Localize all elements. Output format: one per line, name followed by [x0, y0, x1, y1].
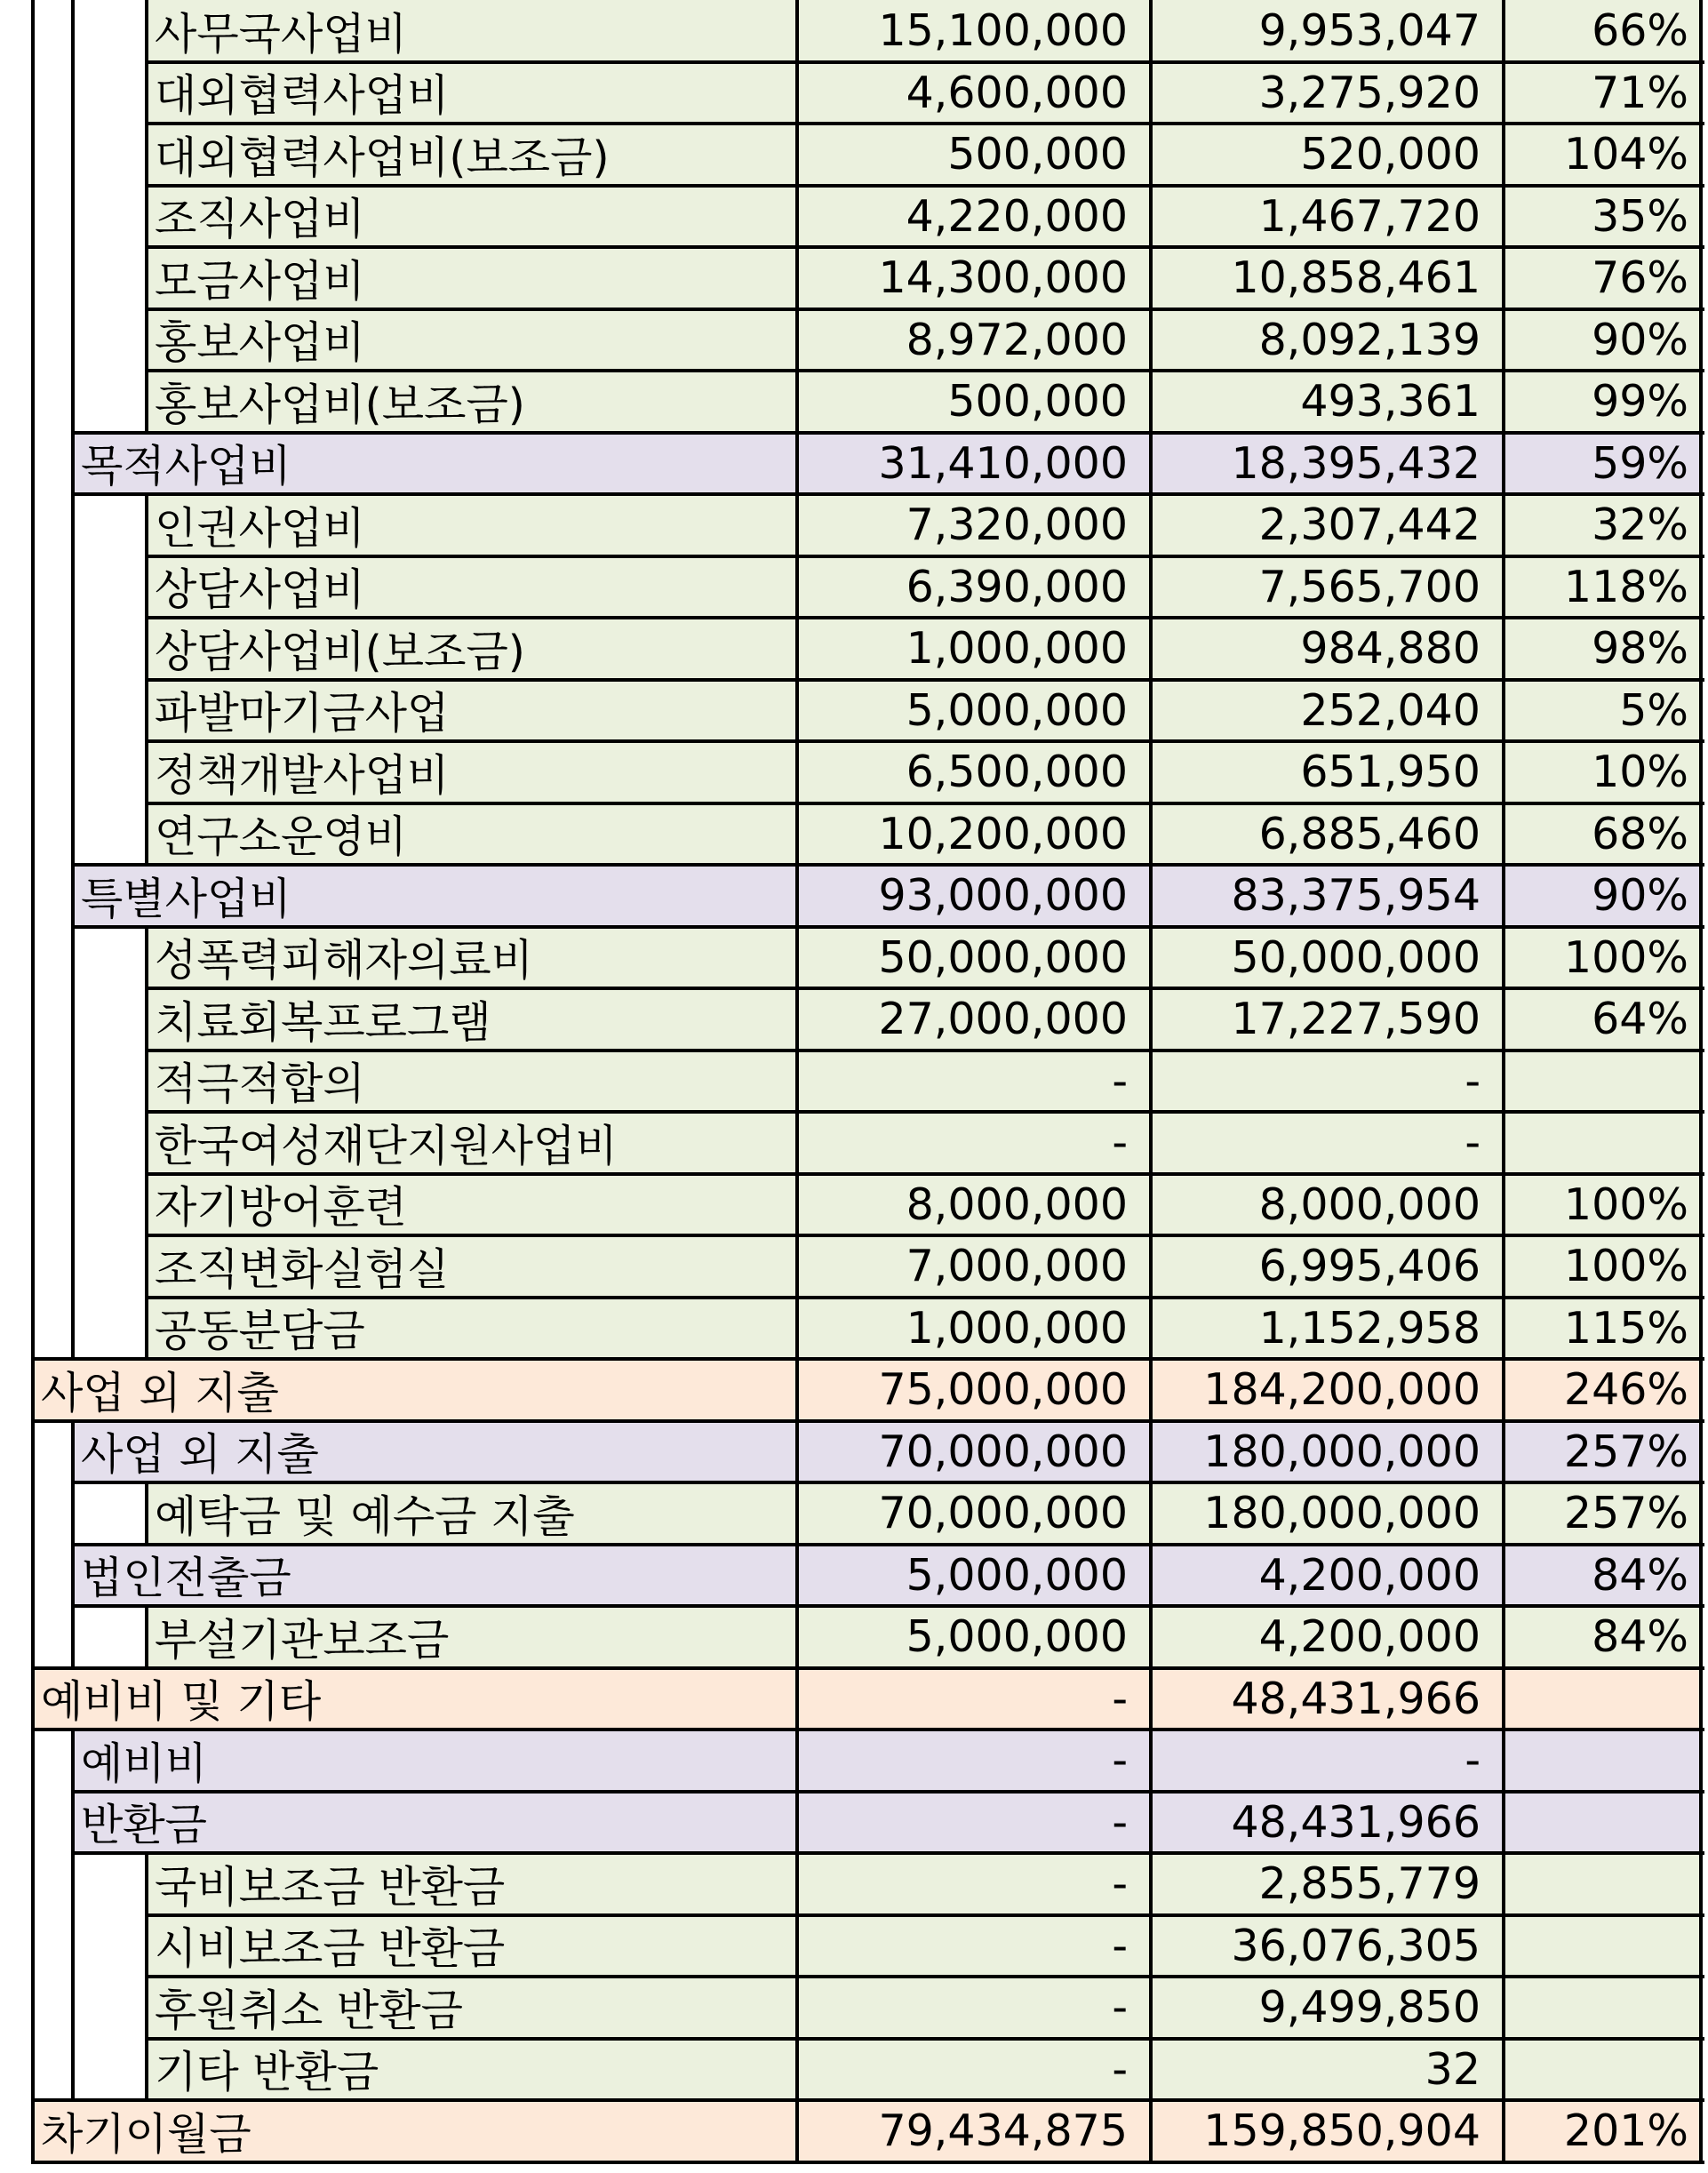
- account-label: 예비비: [73, 1730, 797, 1792]
- grid-line: [73, 492, 1704, 496]
- execution-rate: [1504, 1051, 1701, 1113]
- actual-amount: 83,375,954: [1151, 865, 1504, 927]
- account-label: 인권사업비: [147, 494, 797, 556]
- actual-amount: 184,200,000: [1151, 1359, 1504, 1421]
- actual-amount: 520,000: [1151, 124, 1504, 186]
- grid-line: [71, 247, 75, 311]
- budget-amount: 70,000,000: [797, 1421, 1151, 1483]
- execution-rate: 100%: [1504, 1235, 1701, 1298]
- actual-amount: 1,152,958: [1151, 1298, 1504, 1360]
- actual-amount: 180,000,000: [1151, 1421, 1504, 1483]
- budget-amount: -: [797, 1977, 1151, 2039]
- actual-amount: 493,361: [1151, 371, 1504, 433]
- grid-line: [145, 1174, 148, 1238]
- grid-line: [147, 1049, 1704, 1052]
- execution-rate: 201%: [1504, 2100, 1701, 2162]
- account-label: 상담사업비: [147, 556, 797, 619]
- grid-line: [71, 556, 75, 620]
- grid-line: [71, 927, 75, 991]
- budget-amount: -: [797, 1792, 1151, 1854]
- account-label: 상담사업비(보조금): [147, 618, 797, 680]
- execution-rate: [1504, 1977, 1701, 2039]
- grid-line: [33, 2098, 1704, 2102]
- account-label: 치료회복프로그램: [147, 988, 797, 1051]
- grid-line: [147, 122, 1704, 125]
- grid-line: [73, 925, 1704, 929]
- grid-line: [147, 245, 1704, 249]
- grid-line: [73, 1543, 1704, 1546]
- execution-rate: [1504, 1112, 1701, 1174]
- grid-line: [71, 2039, 75, 2103]
- execution-rate: 84%: [1504, 1545, 1701, 1607]
- account-label: 연구소운영비: [147, 803, 797, 866]
- grid-line: [71, 1112, 75, 1176]
- account-label: 사무국사업비: [147, 0, 797, 62]
- actual-amount: 48,431,966: [1151, 1792, 1504, 1854]
- grid-line: [73, 1481, 1704, 1484]
- grid-line: [795, 0, 799, 2164]
- account-label: 자기방어훈련: [147, 1174, 797, 1236]
- grid-line: [71, 618, 75, 682]
- budget-amount: 14,300,000: [797, 247, 1151, 309]
- grid-line: [147, 1975, 1704, 1978]
- execution-rate: 100%: [1504, 1174, 1701, 1236]
- actual-amount: 3,275,920: [1151, 62, 1504, 124]
- grid-line: [147, 802, 1704, 805]
- budget-amount: -: [797, 1730, 1151, 1792]
- account-label: 시비보조금 반환금: [147, 1915, 797, 1977]
- grid-line: [145, 618, 148, 682]
- execution-rate: 90%: [1504, 865, 1701, 927]
- grid-line: [71, 680, 75, 744]
- grid-line: [147, 1234, 1704, 1237]
- budget-amount: 5,000,000: [797, 1606, 1151, 1668]
- grid-line: [71, 371, 75, 435]
- budget-amount: -: [797, 1112, 1151, 1174]
- execution-rate: 257%: [1504, 1482, 1701, 1545]
- budget-amount: -: [797, 1915, 1151, 1977]
- actual-amount: 9,499,850: [1151, 1977, 1504, 2039]
- account-label: 후원취소 반환금: [147, 1977, 797, 2039]
- grid-line: [1699, 0, 1703, 2164]
- grid-line: [145, 1977, 148, 2041]
- actual-amount: 8,000,000: [1151, 1174, 1504, 1236]
- budget-amount: 79,434,875: [797, 2100, 1151, 2162]
- budget-amount: 93,000,000: [797, 865, 1151, 927]
- grid-line: [145, 1482, 148, 1546]
- actual-amount: 984,880: [1151, 618, 1504, 680]
- grid-line: [71, 1174, 75, 1238]
- grid-line: [71, 741, 75, 805]
- grid-line: [71, 1606, 75, 1670]
- grid-line: [33, 1357, 1704, 1361]
- actual-amount: -: [1151, 1730, 1504, 1792]
- account-label: 파발마기금사업: [147, 680, 797, 742]
- budget-amount: 5,000,000: [797, 1545, 1151, 1607]
- budget-amount: 31,410,000: [797, 433, 1151, 495]
- grid-line: [71, 865, 75, 929]
- actual-amount: 2,307,442: [1151, 494, 1504, 556]
- account-label: 사업 외 지출: [73, 1421, 797, 1483]
- grid-line: [145, 1112, 148, 1176]
- execution-rate: 68%: [1504, 803, 1701, 866]
- grid-line: [71, 1545, 75, 1609]
- grid-line: [71, 0, 75, 64]
- actual-amount: 159,850,904: [1151, 2100, 1504, 2162]
- grid-line: [71, 1298, 75, 1362]
- grid-line: [145, 247, 148, 311]
- account-label: 한국여성재단지원사업비: [147, 1112, 797, 1174]
- account-label: 모금사업비: [147, 247, 797, 309]
- grid-line: [71, 1421, 75, 1485]
- grid-line: [33, 1666, 1704, 1670]
- grid-line: [71, 1792, 75, 1856]
- grid-line: [1502, 0, 1505, 2164]
- actual-amount: 32: [1151, 2039, 1504, 2101]
- grid-line: [147, 1172, 1704, 1176]
- grid-line: [145, 371, 148, 435]
- grid-line: [71, 803, 75, 867]
- execution-rate: 99%: [1504, 371, 1701, 433]
- account-label: 공동분담금: [147, 1298, 797, 1360]
- execution-rate: 35%: [1504, 186, 1701, 248]
- budget-amount: 15,100,000: [797, 0, 1151, 62]
- grid-line: [73, 1851, 1704, 1855]
- grid-line: [71, 309, 75, 373]
- budget-amount: 1,000,000: [797, 1298, 1151, 1360]
- account-label: 반환금: [73, 1792, 797, 1854]
- budget-amount: 70,000,000: [797, 1482, 1151, 1545]
- grid-line: [73, 1604, 1704, 1608]
- grid-line: [145, 1606, 148, 1670]
- budget-amount: 27,000,000: [797, 988, 1151, 1051]
- actual-amount: 6,885,460: [1151, 803, 1504, 866]
- execution-rate: [1504, 1730, 1701, 1792]
- actual-amount: 36,076,305: [1151, 1915, 1504, 1977]
- grid-line: [71, 1977, 75, 2041]
- grid-line: [1149, 0, 1153, 2164]
- grid-line: [147, 987, 1704, 990]
- account-label: 부설기관보조금: [147, 1606, 797, 1668]
- account-label: 조직변화실험실: [147, 1235, 797, 1298]
- actual-amount: 9,953,047: [1151, 0, 1504, 62]
- execution-rate: 10%: [1504, 741, 1701, 803]
- grid-line: [73, 863, 1704, 867]
- budget-amount: 500,000: [797, 124, 1151, 186]
- execution-rate: 76%: [1504, 247, 1701, 309]
- execution-rate: [1504, 2039, 1701, 2101]
- grid-line: [71, 1235, 75, 1299]
- execution-rate: 98%: [1504, 618, 1701, 680]
- budget-amount: 8,972,000: [797, 309, 1151, 371]
- budget-amount: 4,220,000: [797, 186, 1151, 248]
- budget-amount: 500,000: [797, 371, 1151, 433]
- budget-amount: 8,000,000: [797, 1174, 1151, 1236]
- account-label: 조직사업비: [147, 186, 797, 248]
- grid-line: [147, 184, 1704, 188]
- actual-amount: -: [1151, 1112, 1504, 1174]
- account-label: 특별사업비: [73, 865, 797, 927]
- grid-line: [147, 2037, 1704, 2041]
- grid-line: [147, 739, 1704, 743]
- account-label: 예탁금 및 예수금 지출: [147, 1482, 797, 1545]
- grid-line: [145, 1051, 148, 1114]
- grid-line: [145, 124, 148, 188]
- execution-rate: [1504, 1853, 1701, 1915]
- grid-line: [71, 494, 75, 558]
- grid-line: [147, 616, 1704, 619]
- account-label: 홍보사업비(보조금): [147, 371, 797, 433]
- budget-amount: -: [797, 1051, 1151, 1113]
- execution-rate: 104%: [1504, 124, 1701, 186]
- account-label: 기타 반환금: [147, 2039, 797, 2101]
- account-label: 사업 외 지출: [33, 1359, 797, 1421]
- execution-rate: 5%: [1504, 680, 1701, 742]
- grid-line: [71, 124, 75, 188]
- grid-line: [147, 1296, 1704, 1299]
- grid-line: [147, 678, 1704, 682]
- actual-amount: 180,000,000: [1151, 1482, 1504, 1545]
- grid-line: [71, 186, 75, 250]
- execution-rate: 84%: [1504, 1606, 1701, 1668]
- budget-amount: 75,000,000: [797, 1359, 1151, 1421]
- execution-rate: 90%: [1504, 309, 1701, 371]
- actual-amount: 50,000,000: [1151, 927, 1504, 989]
- actual-amount: 651,950: [1151, 741, 1504, 803]
- budget-amount: -: [797, 2039, 1151, 2101]
- grid-line: [33, 1419, 1704, 1423]
- budget-amount: -: [797, 1853, 1151, 1915]
- grid-line: [33, 2161, 1704, 2164]
- grid-line: [145, 1915, 148, 1979]
- actual-amount: 17,227,590: [1151, 988, 1504, 1051]
- grid-line: [145, 741, 148, 805]
- execution-rate: [1504, 1792, 1701, 1854]
- actual-amount: 48,431,966: [1151, 1668, 1504, 1730]
- grid-line: [145, 803, 148, 867]
- execution-rate: 71%: [1504, 62, 1701, 124]
- actual-amount: 4,200,000: [1151, 1545, 1504, 1607]
- actual-amount: 18,395,432: [1151, 433, 1504, 495]
- actual-amount: 4,200,000: [1151, 1606, 1504, 1668]
- execution-rate: 59%: [1504, 433, 1701, 495]
- grid-line: [145, 62, 148, 126]
- grid-line: [145, 309, 148, 373]
- grid-line: [145, 1235, 148, 1299]
- account-label: 홍보사업비: [147, 309, 797, 371]
- actual-amount: 2,855,779: [1151, 1853, 1504, 1915]
- account-label: 정책개발사업비: [147, 741, 797, 803]
- grid-line: [145, 0, 148, 64]
- grid-line: [145, 988, 148, 1052]
- account-label: 성폭력피해자의료비: [147, 927, 797, 989]
- grid-line: [145, 1853, 148, 1917]
- execution-rate: [1504, 1915, 1701, 1977]
- grid-line: [71, 1853, 75, 1917]
- execution-rate: 257%: [1504, 1421, 1701, 1483]
- grid-line: [73, 431, 1704, 435]
- budget-amount: 1,000,000: [797, 618, 1151, 680]
- budget-amount: 50,000,000: [797, 927, 1151, 989]
- grid-line: [31, 0, 35, 2164]
- grid-line: [71, 988, 75, 1052]
- budget-amount: 7,320,000: [797, 494, 1151, 556]
- actual-amount: 6,995,406: [1151, 1235, 1504, 1298]
- budget-amount: 10,200,000: [797, 803, 1151, 866]
- budget-amount: 6,500,000: [797, 741, 1151, 803]
- actual-amount: 8,092,139: [1151, 309, 1504, 371]
- grid-line: [71, 1915, 75, 1979]
- execution-rate: 66%: [1504, 0, 1701, 62]
- execution-rate: 246%: [1504, 1359, 1701, 1421]
- grid-line: [145, 1298, 148, 1362]
- account-label: 차기이월금: [33, 2100, 797, 2162]
- account-label: 대외협력사업비(보조금): [147, 124, 797, 186]
- budget-amount: 7,000,000: [797, 1235, 1151, 1298]
- grid-line: [71, 1482, 75, 1546]
- grid-line: [71, 1730, 75, 1794]
- grid-line: [145, 2039, 148, 2103]
- account-label: 목적사업비: [73, 433, 797, 495]
- execution-rate: 115%: [1504, 1298, 1701, 1360]
- grid-line: [147, 1110, 1704, 1114]
- budget-amount: 5,000,000: [797, 680, 1151, 742]
- account-label: 국비보조금 반환금: [147, 1853, 797, 1915]
- grid-line: [145, 556, 148, 620]
- grid-line: [73, 1790, 1704, 1794]
- grid-line: [145, 186, 148, 250]
- account-label: 예비비 및 기타: [33, 1668, 797, 1730]
- execution-rate: 100%: [1504, 927, 1701, 989]
- actual-amount: -: [1151, 1051, 1504, 1113]
- execution-rate: 32%: [1504, 494, 1701, 556]
- actual-amount: 252,040: [1151, 680, 1504, 742]
- budget-amount: 4,600,000: [797, 62, 1151, 124]
- actual-amount: 7,565,700: [1151, 556, 1504, 619]
- grid-line: [33, 1728, 1704, 1731]
- grid-line: [147, 60, 1704, 64]
- account-label: 대외협력사업비: [147, 62, 797, 124]
- grid-line: [147, 308, 1704, 311]
- budget-amount: 6,390,000: [797, 556, 1151, 619]
- grid-line: [71, 433, 75, 497]
- grid-line: [71, 62, 75, 126]
- grid-line: [147, 1913, 1704, 1917]
- grid-line: [147, 555, 1704, 558]
- execution-rate: 118%: [1504, 556, 1701, 619]
- execution-rate: 64%: [1504, 988, 1701, 1051]
- execution-rate: [1504, 1668, 1701, 1730]
- account-label: 적극적합의: [147, 1051, 797, 1113]
- grid-line: [145, 680, 148, 744]
- actual-amount: 10,858,461: [1151, 247, 1504, 309]
- grid-line: [145, 494, 148, 558]
- budget-amount: -: [797, 1668, 1151, 1730]
- actual-amount: 1,467,720: [1151, 186, 1504, 248]
- account-label: 법인전출금: [73, 1545, 797, 1607]
- grid-line: [147, 369, 1704, 372]
- grid-line: [71, 1051, 75, 1114]
- grid-line: [145, 927, 148, 991]
